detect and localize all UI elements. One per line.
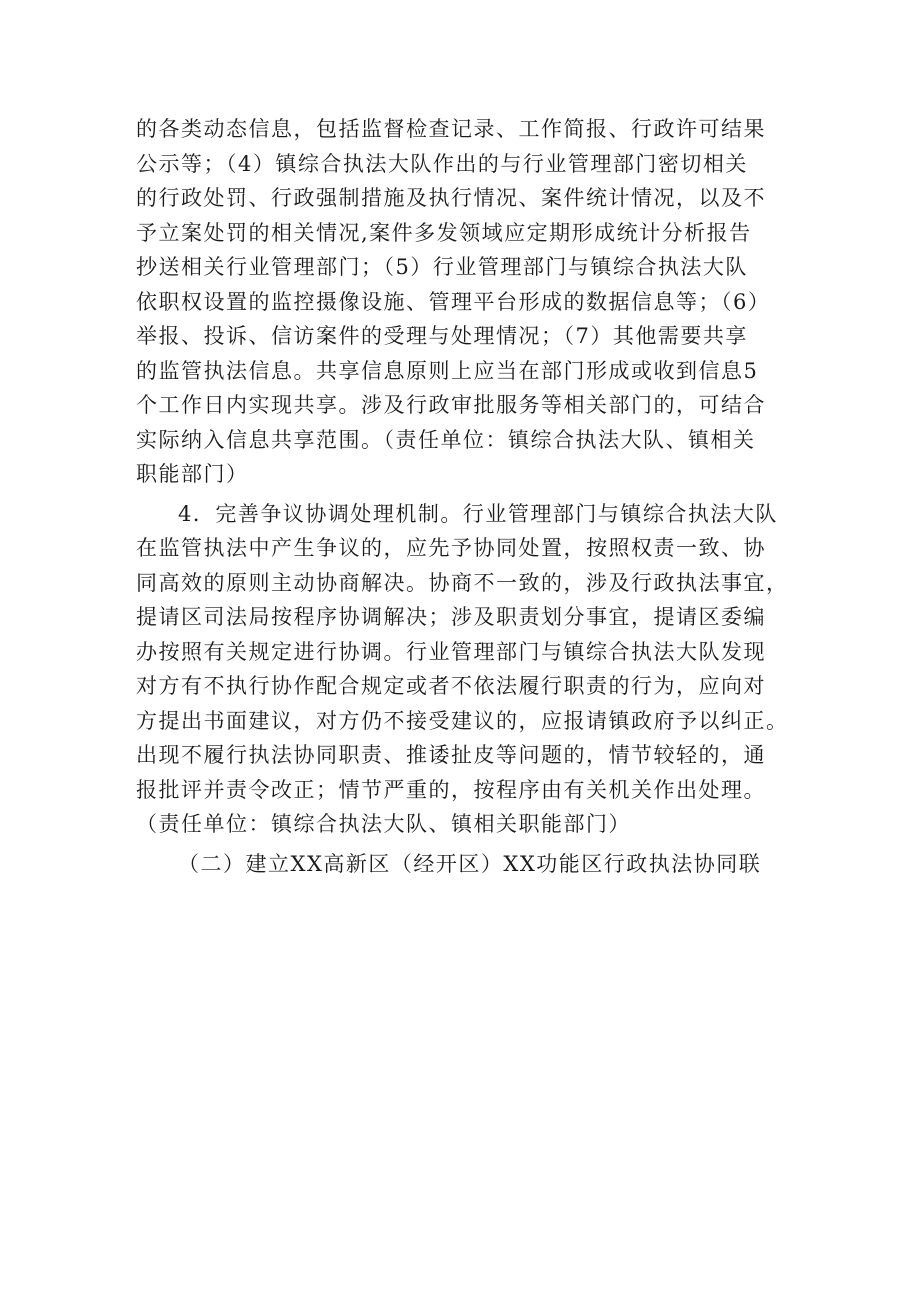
text-line-3: 的行政处罚、行政强制措施及执行情况、案件统计情况，以及不: [136, 186, 766, 210]
text-line-17: 对方有不执行协作配合规定或者不依法履行职责的行为，应向对: [136, 674, 766, 698]
body-text: [136, 112, 796, 881]
section-heading: （二）建立XX高新区（经开区）XX功能区行政执法协同联: [178, 851, 762, 876]
text-line-5: 抄送相关行业管理部门；（5）行业管理部门与镇综合执法大队: [136, 255, 748, 279]
text-line-10: 实际纳入信息共享范围。（责任单位：镇综合执法大队、镇相关: [136, 427, 756, 452]
text-line-14: 同高效的原则主动协商解决。协商不一致的，涉及行政执法事宜，: [136, 570, 789, 595]
text-line-9: 个工作日内实现共享。涉及行政审批服务等相关部门的，可结合: [136, 393, 766, 417]
text-line-11: 职能部门）: [136, 462, 249, 486]
text-line-13: 在监管执法中产生争议的，应先予协同处置，按照权责一致、协: [136, 536, 766, 560]
text-line-19: 出现不履行执法协同职责、推诿扯皮等问题的，情节较轻的，通: [136, 743, 766, 767]
text-line-21: （责任单位：镇综合执法大队、镇相关职能部门）: [136, 812, 631, 836]
text-line-2: 公示等；（4）镇综合执法大队作出的与行业管理部门密切相关: [136, 151, 748, 176]
text-line-7: 举报、投诉、信访案件的受理与处理情况；（7）其他需要共享: [136, 324, 748, 348]
text-line-18: 方提出书面建议，对方仍不接受建议的，应报请镇政府予以纠正。: [136, 708, 789, 733]
text-line-15: 提请区司法局按程序协调解决；涉及职责划分事宜，提请区委编: [136, 605, 766, 629]
text-line-8: 的监管执法信息。共享信息原则上应当在部门形成或收到信息5: [136, 358, 759, 383]
text-line-16: 办按照有关规定进行协调。行业管理部门与镇综合执法大队发现: [136, 639, 766, 664]
text-line-1: 的各类动态信息，包括监督检查记录、工作简报、行政许可结果: [136, 117, 766, 141]
text-line-4: 予立案处罚的相关情况,案件多发领域应定期形成统计分析报告: [136, 220, 752, 245]
text-line-6: 依职权设置的监控摄像设施、管理平台形成的数据信息等；（6）: [136, 289, 771, 314]
text-line-20: 报批评并责令改正；情节严重的，按程序由有关机关作出处理。: [136, 777, 766, 802]
text-line-12: 4．完善争议协调处理机制。行业管理部门与镇综合执法大队: [178, 501, 778, 526]
